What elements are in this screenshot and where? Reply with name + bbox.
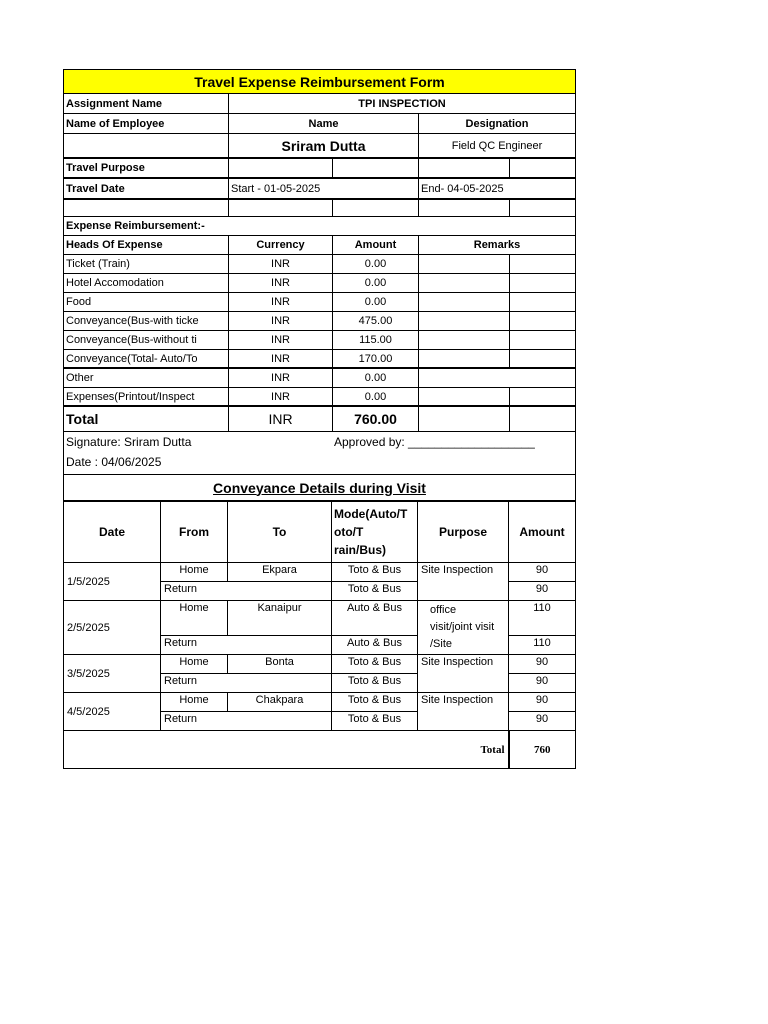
conveyance-total-value: 760 bbox=[509, 731, 576, 769]
expense-row bbox=[63, 369, 576, 388]
table-row: 1/5/2025 Home Ekpara Toto & Bus Site Inspection 90 bbox=[64, 563, 576, 582]
expense-row bbox=[63, 388, 576, 407]
signature-text: Signature: Sriram Dutta bbox=[66, 435, 192, 449]
conveyance-total-label: Total bbox=[64, 731, 509, 769]
approved-by: Approved by: ___________________ bbox=[334, 435, 535, 449]
col-to: To bbox=[228, 502, 332, 563]
table-row: Return Toto & Bus 90 bbox=[64, 712, 576, 731]
assignment-value: TPI INSPECTION bbox=[358, 97, 446, 110]
remarks-header: Remarks bbox=[473, 239, 521, 251]
amount-header: Amount bbox=[333, 236, 419, 254]
expense-amount: 0.00 bbox=[333, 293, 419, 311]
expense-amount: 115.00 bbox=[333, 331, 419, 349]
employee-label: Name of Employee bbox=[64, 114, 229, 133]
col-mode: Mode(Auto/T oto/T rain/Bus) bbox=[332, 502, 418, 563]
expense-head: Conveyance(Total- Auto/To bbox=[64, 350, 229, 367]
expense-head: Other bbox=[64, 369, 229, 387]
form-title: Travel Expense Reimbursement Form bbox=[63, 69, 576, 94]
table-row: Return Auto & Bus 110 bbox=[64, 635, 576, 654]
total-row bbox=[63, 407, 576, 432]
expense-row bbox=[63, 293, 576, 312]
currency-header: Currency bbox=[229, 236, 333, 254]
col-from: From bbox=[161, 502, 228, 563]
expense-row bbox=[63, 350, 576, 369]
expense-head: Conveyance(Bus-with ticke bbox=[64, 312, 229, 330]
employee-name: Sriram Dutta bbox=[229, 134, 419, 157]
travel-start-date: Start - 01-05-2025 bbox=[229, 179, 419, 198]
expense-amount: 0.00 bbox=[333, 274, 419, 292]
table-row: Return Toto & Bus 90 bbox=[64, 674, 576, 693]
table-row: 4/5/2025 Home Chakpara Toto & Bus Site Inspection 90 bbox=[64, 693, 576, 712]
expense-head: Expenses(Printout/Inspect bbox=[64, 388, 229, 405]
expense-row bbox=[63, 274, 576, 293]
expense-head: Ticket (Train) bbox=[64, 255, 229, 273]
table-row: 2/5/2025 Home Kanaipur Auto & Bus office visit/joint visit /Site 110 bbox=[64, 601, 576, 636]
expense-form bbox=[63, 69, 576, 769]
expense-row bbox=[63, 255, 576, 274]
expense-currency: INR bbox=[229, 331, 333, 349]
expense-amount: 475.00 bbox=[333, 312, 419, 330]
signature-block bbox=[63, 432, 576, 475]
expense-currency: INR bbox=[229, 274, 333, 292]
employee-blank bbox=[64, 134, 229, 157]
conveyance-table bbox=[63, 501, 576, 769]
designation-header: Designation bbox=[465, 117, 529, 130]
expense-head: Food bbox=[64, 293, 229, 311]
expense-currency: INR bbox=[229, 312, 333, 330]
expense-currency: INR bbox=[229, 255, 333, 273]
total-amount: 760.00 bbox=[333, 407, 419, 431]
col-purpose: Purpose bbox=[418, 502, 509, 563]
expense-amount: 170.00 bbox=[333, 350, 419, 367]
expense-head: Hotel Accomodation bbox=[64, 274, 229, 292]
expense-amount: 0.00 bbox=[333, 388, 419, 405]
travel-end-date: End- 04-05-2025 bbox=[421, 182, 504, 195]
table-row: 3/5/2025 Home Bonta Toto & Bus Site Inspection 90 bbox=[64, 655, 576, 674]
expense-amount: 0.00 bbox=[333, 255, 419, 273]
col-date: Date bbox=[64, 502, 161, 563]
heads-header: Heads Of Expense bbox=[64, 236, 229, 254]
assignment-label: Assignment Name bbox=[64, 94, 229, 113]
expense-section-label: Expense Reimbursement:- bbox=[66, 220, 205, 232]
expense-row bbox=[63, 331, 576, 350]
travel-purpose-label: Travel Purpose bbox=[64, 159, 229, 177]
expense-currency: INR bbox=[229, 293, 333, 311]
total-currency: INR bbox=[229, 407, 333, 431]
expense-amount: 0.00 bbox=[333, 369, 419, 387]
travel-date-label: Travel Date bbox=[64, 179, 229, 198]
table-row: Return Toto & Bus 90 bbox=[64, 582, 576, 601]
name-header: Name bbox=[229, 114, 419, 133]
conveyance-title: Conveyance Details during Visit bbox=[63, 475, 576, 501]
expense-currency: INR bbox=[229, 388, 333, 405]
total-label: Total bbox=[64, 407, 229, 431]
signature-date: Date : 04/06/2025 bbox=[66, 455, 162, 469]
conveyance-total-row bbox=[64, 731, 576, 769]
employee-designation: Field QC Engineer bbox=[451, 139, 543, 152]
expense-row bbox=[63, 312, 576, 331]
expense-head: Conveyance(Bus-without ti bbox=[64, 331, 229, 349]
expense-currency: INR bbox=[229, 369, 333, 387]
expense-currency: INR bbox=[229, 350, 333, 367]
col-amount: Amount bbox=[509, 502, 576, 563]
